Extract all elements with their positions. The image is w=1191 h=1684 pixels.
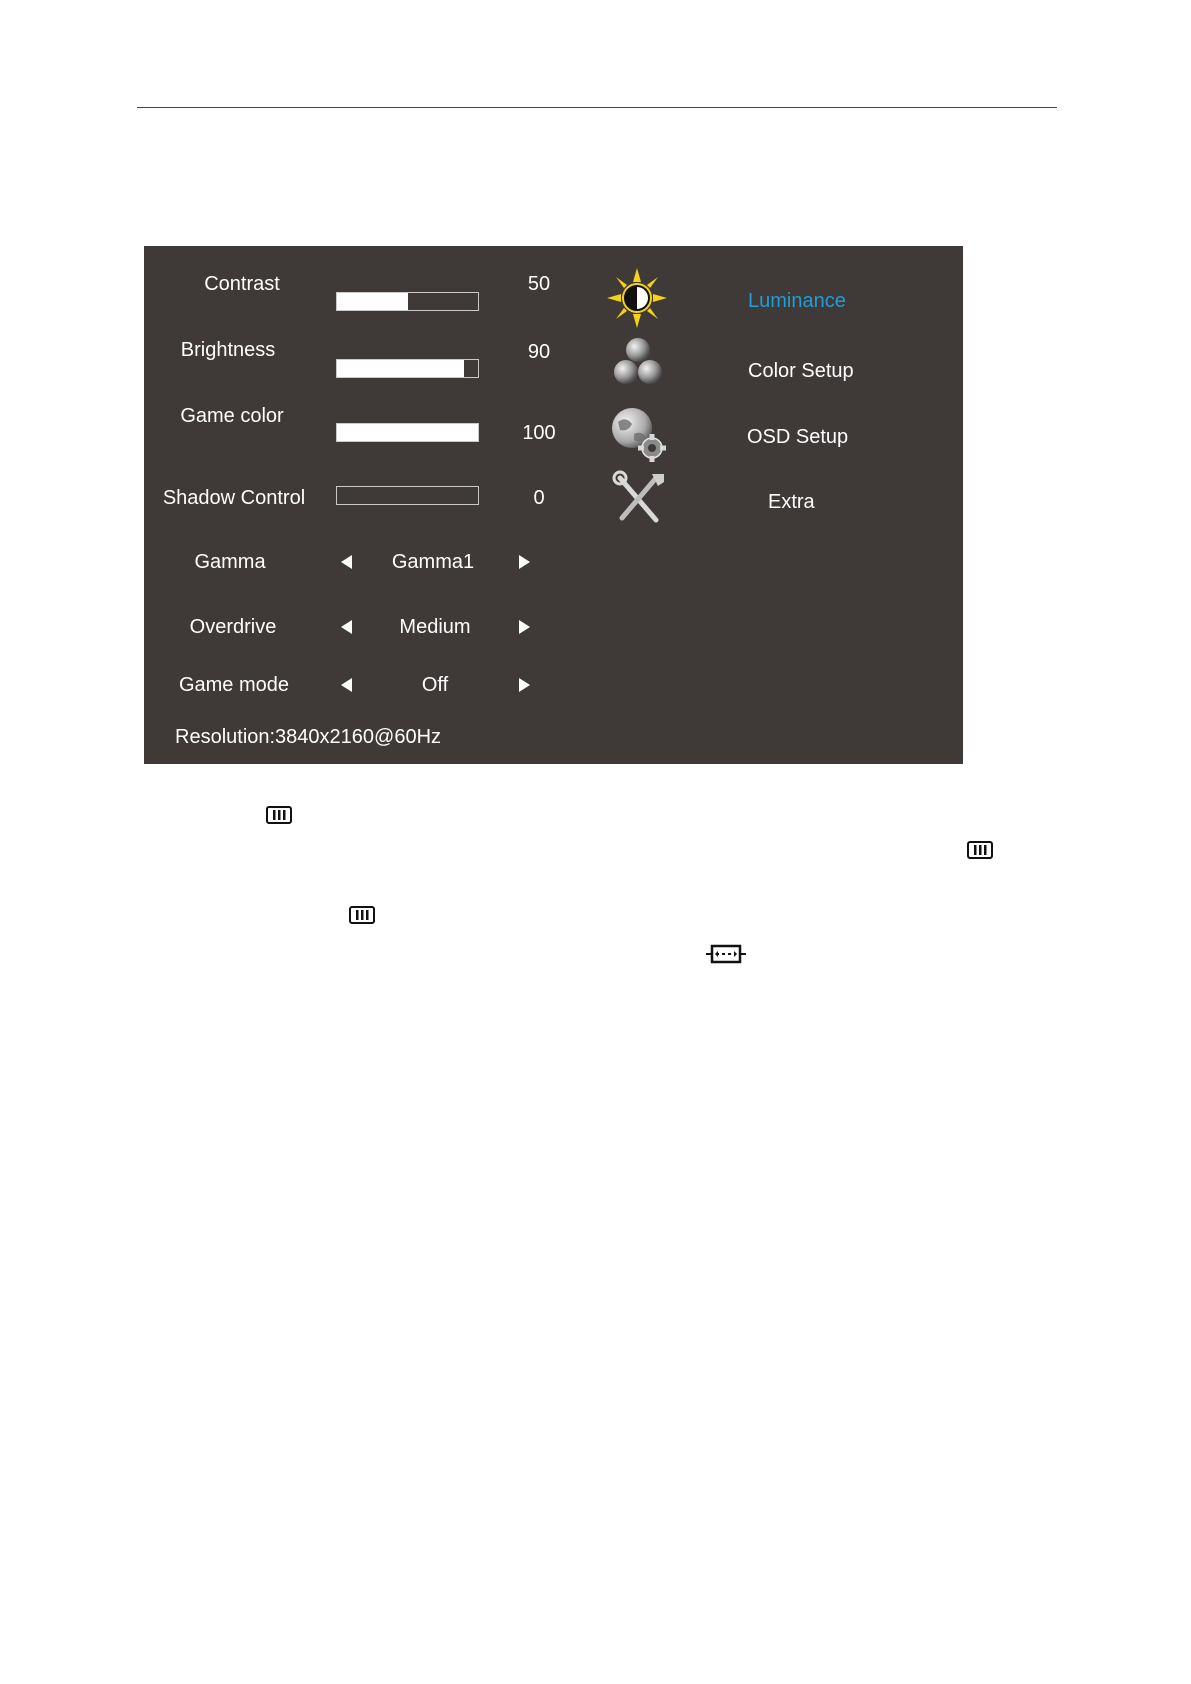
setting-label: Contrast [204, 273, 280, 295]
setting-label: Shadow Control [162, 487, 306, 509]
setting-value: 90 [527, 341, 551, 363]
setting-slider[interactable] [336, 292, 479, 311]
option-value: Off [421, 674, 449, 696]
header-rule [137, 107, 1057, 108]
setting-value: 100 [522, 422, 556, 444]
setting-slider[interactable] [336, 486, 479, 505]
arrow-left-icon[interactable] [341, 620, 352, 634]
menu-button-icon [266, 806, 292, 824]
setting-label: Brightness [180, 339, 276, 361]
option-label: Gamma [194, 551, 266, 573]
option-label: Overdrive [189, 616, 277, 638]
slider-fill [337, 360, 464, 377]
arrow-right-icon[interactable] [519, 620, 530, 634]
source-button-icon [706, 944, 746, 964]
resolution-readout: Resolution:3840x2160@60Hz [175, 726, 442, 748]
setting-value: 50 [527, 273, 551, 295]
setting-slider[interactable] [336, 423, 479, 442]
arrow-left-icon[interactable] [341, 555, 352, 569]
slider-fill [337, 293, 408, 310]
arrow-left-icon[interactable] [341, 678, 352, 692]
setting-slider[interactable] [336, 359, 479, 378]
menu-label: Luminance [748, 290, 846, 312]
color-spheres-icon [606, 334, 670, 398]
option-label: Game mode [178, 674, 290, 696]
option-value: Gamma1 [391, 551, 475, 573]
menu-label: OSD Setup [747, 426, 849, 448]
arrow-right-icon[interactable] [519, 555, 530, 569]
menu-label: Extra [768, 491, 815, 513]
osd-menu-panel [144, 246, 963, 764]
menu-button-icon [967, 841, 993, 859]
tools-icon [606, 468, 670, 532]
arrow-right-icon[interactable] [519, 678, 530, 692]
menu-button-icon [349, 906, 375, 924]
menu-label: Color Setup [748, 360, 854, 382]
setting-value: 0 [533, 487, 545, 509]
slider-fill [337, 424, 478, 441]
sun-contrast-icon [605, 266, 669, 330]
setting-label: Game color [180, 405, 284, 427]
globe-gear-icon [606, 402, 670, 466]
option-value: Medium [399, 616, 471, 638]
